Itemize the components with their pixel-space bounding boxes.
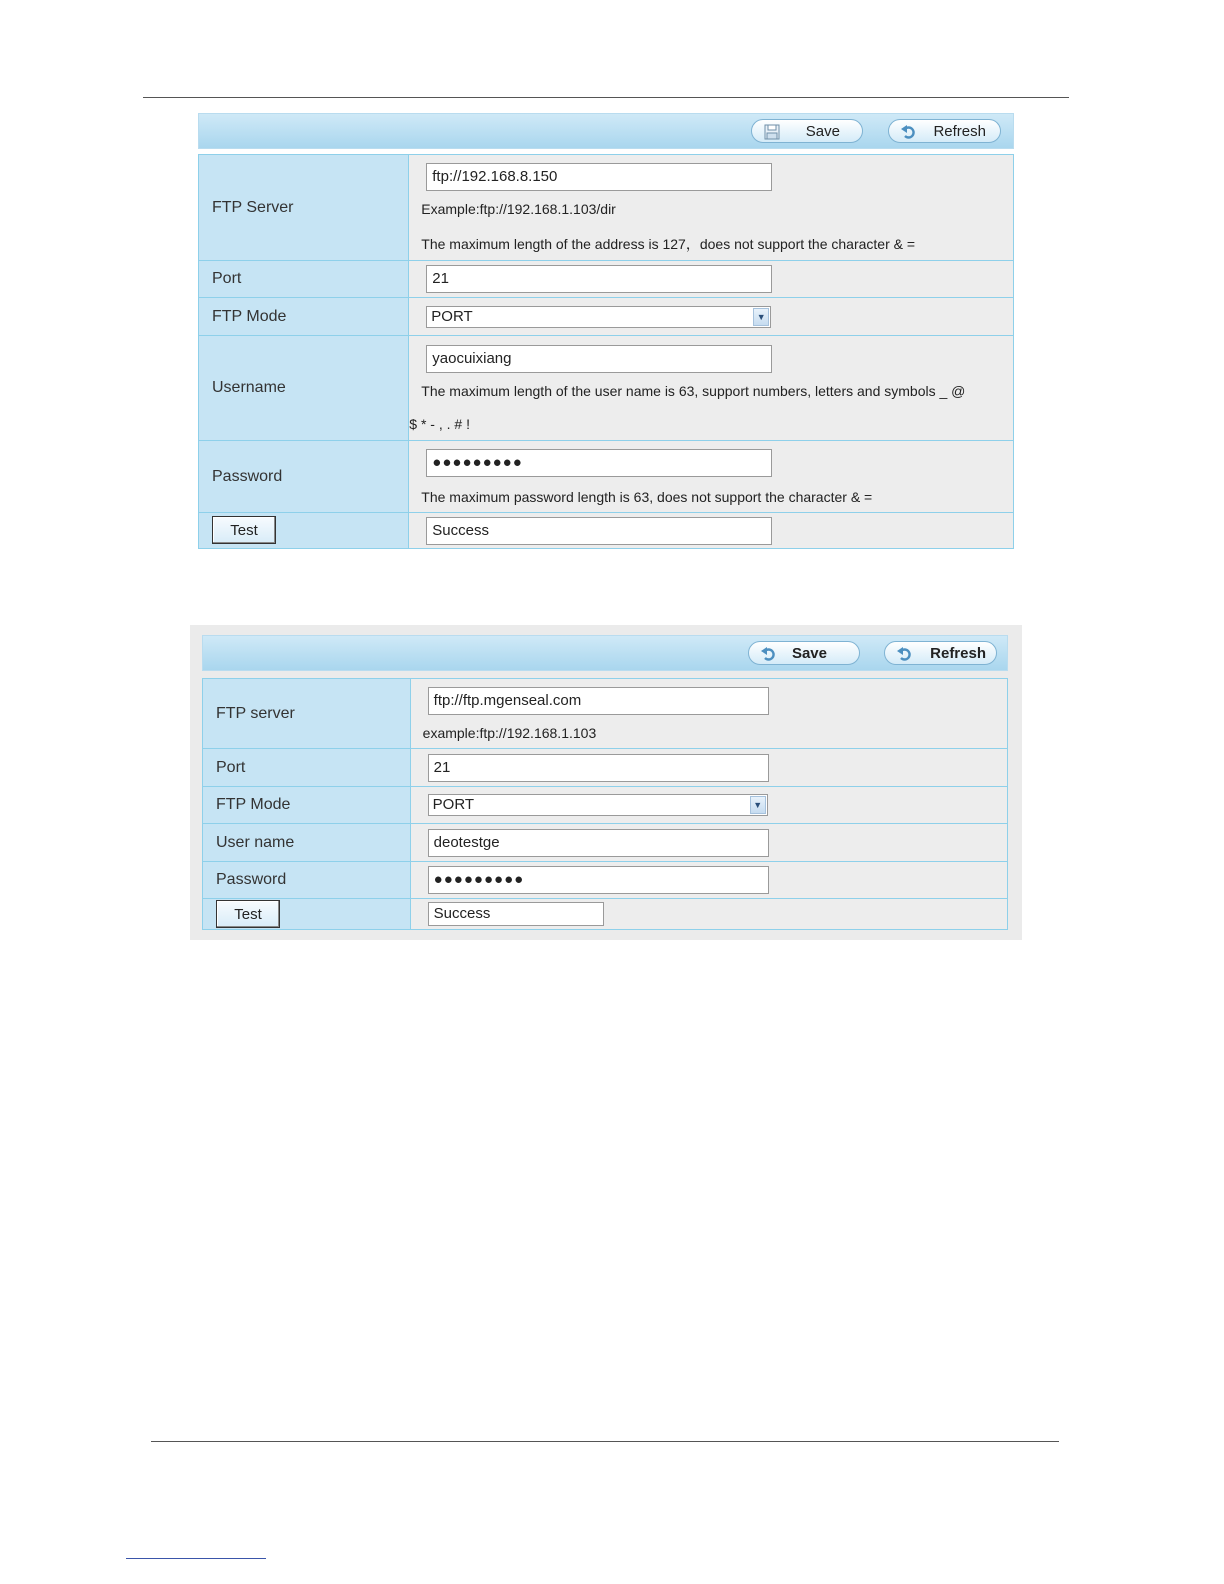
chevron-down-icon[interactable]: ▼ xyxy=(750,796,766,814)
password-label: Password xyxy=(199,441,409,513)
port-input[interactable]: 21 xyxy=(426,265,772,293)
chevron-down-icon[interactable]: ▼ xyxy=(753,308,769,326)
ftp-mode-select[interactable] xyxy=(428,794,768,816)
footer-rule xyxy=(151,1441,1059,1442)
refresh-button[interactable] xyxy=(884,641,997,665)
row-password xyxy=(203,862,1008,899)
ftp-mode-value: PORT xyxy=(432,796,475,813)
port-label: Port xyxy=(203,749,411,787)
row-ftp-server xyxy=(199,155,1014,261)
ftp-server-input[interactable]: ftp://192.168.8.150 xyxy=(426,163,772,191)
save-button[interactable] xyxy=(751,119,863,143)
ftp-server-label: FTP server xyxy=(203,679,411,749)
toolbar xyxy=(198,113,1014,149)
ftp-server-example: example:ftp://192.168.1.103 xyxy=(422,725,597,741)
row-username xyxy=(199,336,1014,441)
username-note-line1: The maximum length of the user name is 63, support numbers, letters and symbols _ @ xyxy=(421,382,966,399)
username-input[interactable]: deotestge xyxy=(428,829,769,857)
toolbar xyxy=(202,635,1008,671)
port-input[interactable]: 21 xyxy=(428,754,769,782)
footer-link-underline xyxy=(126,1558,266,1559)
ftp-mode-label: FTP Mode xyxy=(203,787,411,824)
username-input[interactable]: yaocuixiang xyxy=(426,345,772,373)
test-result-field: Success xyxy=(428,902,604,926)
save-button-label: Save xyxy=(805,123,840,140)
test-result-field: Success xyxy=(426,517,772,545)
ftp-server-note: The maximum length of the address is 127，does not support the character & = xyxy=(421,236,916,252)
port-label: Port xyxy=(199,261,409,298)
password-note: The maximum password length is 63, does not support the character & = xyxy=(421,488,873,505)
refresh-button-label: Refresh xyxy=(933,123,986,140)
username-label: User name xyxy=(203,824,411,862)
row-ftp-server xyxy=(203,679,1008,749)
username-label: Username xyxy=(199,336,409,441)
ftp-settings-panel-2 xyxy=(190,625,1022,940)
password-input[interactable]: ●●●●●●●●● xyxy=(426,449,772,477)
header-rule xyxy=(143,97,1069,98)
refresh-button-label: Refresh xyxy=(930,645,986,662)
ftp-server-label: FTP Server xyxy=(199,155,409,261)
ftp-server-input[interactable]: ftp://ftp.mgenseal.com xyxy=(428,687,769,715)
row-port xyxy=(199,261,1014,298)
ftp-form xyxy=(202,678,1008,930)
refresh-arrow-icon xyxy=(761,646,777,662)
save-button-label: Save xyxy=(791,645,827,662)
ftp-mode-value: PORT xyxy=(431,307,473,325)
row-port xyxy=(203,749,1008,787)
row-username xyxy=(203,824,1008,862)
floppy-disk-icon xyxy=(764,124,780,140)
ftp-mode-label: FTP Mode xyxy=(199,298,409,336)
ftp-form xyxy=(198,154,1014,549)
test-button[interactable]: Test xyxy=(212,516,276,544)
ftp-settings-panel-1 xyxy=(198,113,1014,551)
refresh-arrow-icon xyxy=(897,646,913,662)
refresh-arrow-icon xyxy=(901,124,917,140)
row-test xyxy=(199,513,1014,549)
password-label: Password xyxy=(203,862,411,899)
username-note-line2: $ * - , . # ! xyxy=(409,415,470,432)
row-ftp-mode xyxy=(199,298,1014,336)
test-button[interactable]: Test xyxy=(216,900,280,928)
ftp-mode-select[interactable] xyxy=(426,306,771,328)
row-password xyxy=(199,441,1014,513)
save-button[interactable] xyxy=(748,641,860,665)
password-input[interactable]: ●●●●●●●●● xyxy=(428,866,769,894)
ftp-server-example: Example:ftp://192.168.1.103/dir xyxy=(421,201,616,217)
row-ftp-mode xyxy=(203,787,1008,824)
refresh-button[interactable] xyxy=(888,119,1001,143)
row-test xyxy=(203,899,1008,930)
